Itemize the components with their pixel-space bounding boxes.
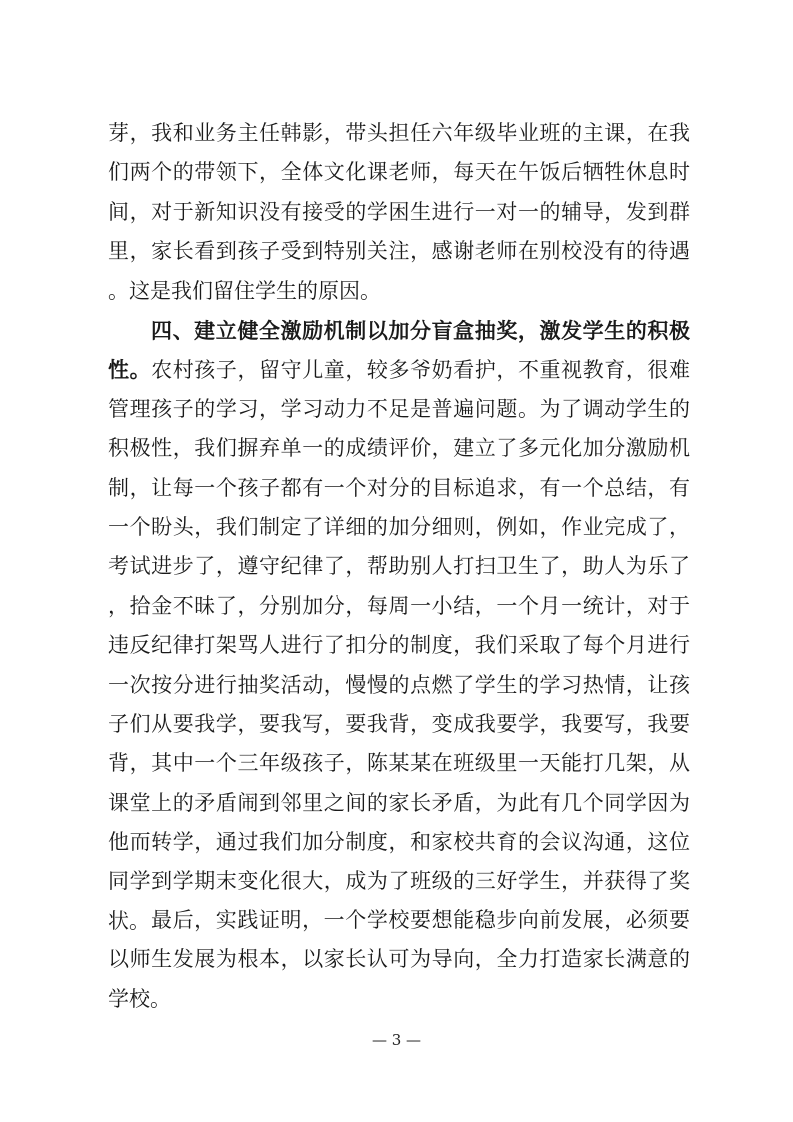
paragraph-line: 背，其中一个三年级孩子，陈某某在班级里一天能打几架，从 [108,751,690,776]
paragraph-line: 芽，我和业务主任韩影，带头担任六年级毕业班的主课，在我 [108,121,690,145]
paragraph-line: 一个盼头，我们制定了详细的加分细则，例如，作业完成了， [108,514,690,539]
paragraph-3 [108,901,690,1019]
paragraph-1 [108,114,690,311]
paragraph-line-text: 农村孩子，留守儿童，较多爷奶看护，不重视教育，很难 [151,358,691,383]
section-heading-end: 性。 [108,357,152,383]
paragraph-line: 以师生发展为根本，以家长认可为导向，全力打造家长满意的 [108,947,690,972]
paragraph-line: 。这是我们留住学生的原因。 [108,278,381,303]
paragraph-line: 违反纪律打架骂人进行了扣分的制度，我们采取了每个月进行 [108,633,690,658]
paragraph-line: 课堂上的矛盾闹到邻里之间的家长矛盾，为此有几个同学因为 [108,790,690,815]
paragraph-line: 管理孩子的学习，学习动力不足是普遍问题。为了调动学生的 [108,396,690,421]
paragraph-line: 考试进步了，遵守纪律了，帮助别人打扫卫生了，助人为乐了 [108,554,690,579]
paragraph-line: 积极性，我们摒弃单一的成绩评价，建立了多元化加分激励机 [108,436,690,461]
paragraph-line: 同学到学期末变化很大，成为了班级的三好学生，并获得了奖 [108,869,690,894]
section-heading: 四、建立健全激励机制以加分盲盒抽奖，激发学生的积极 [151,318,690,343]
paragraph-line: ，拾金不昧了，分别加分，每周一小结，一个月一统计，对于 [108,593,690,618]
paragraph-line: 最后，实践证明，一个学校要想能稳步向前发展，必须要 [151,908,690,932]
paragraph-line: 状。 [108,908,150,933]
paragraph-line: 他而转学，通过我们加分制度，和家校共育的会议沟通，这位 [108,830,690,855]
paragraph-line: 子们从要我学，要我写，要我背，变成我要学，我要写，我要 [108,711,690,736]
paragraph-2 [108,311,690,941]
paragraph-line [108,350,690,389]
paragraph-line: 制，让每一个孩子都有一个对分的目标追求，有一个总结，有 [108,475,690,500]
paragraph-line: 们两个的带领下，全体文化课老师，每天在午饭后牺牲休息时 [108,160,690,185]
paragraph-line: 间，对于新知识没有接受的学困生进行一对一的辅导，发到群 [108,199,690,224]
paragraph-line: 学校。 [108,986,171,1011]
paragraph-line: 一次按分进行抽奖活动，慢慢的点燃了学生的学习热情，让孩 [108,672,690,697]
page-number: — 3 — [371,1031,422,1049]
paragraph-line: 里，家长看到孩子受到特别关注，感谢老师在别校没有的待遇 [108,239,690,264]
